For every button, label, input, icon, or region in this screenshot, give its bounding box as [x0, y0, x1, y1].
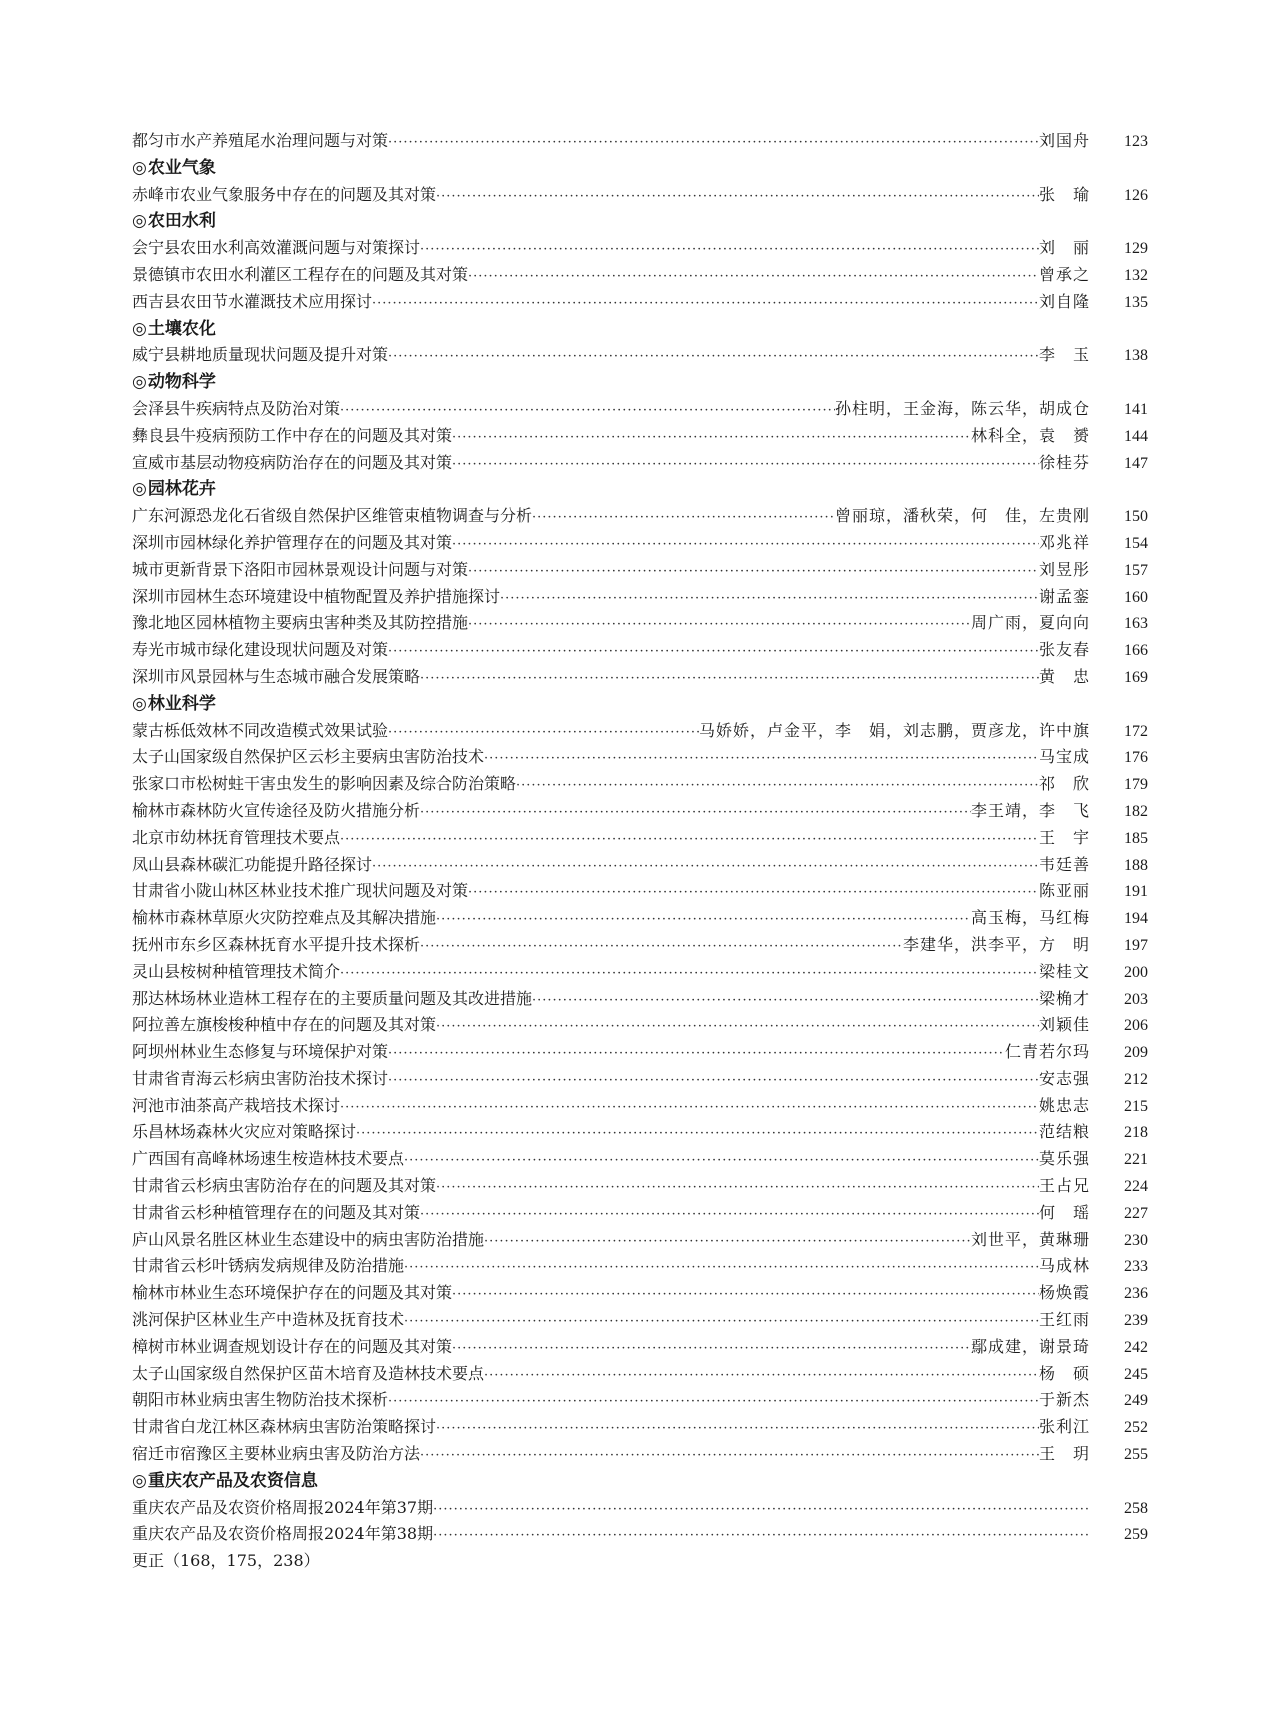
article-authors: 高玉梅，马红梅 [970, 908, 1090, 928]
article-title: 深圳市园林生态环境建设中植物配置及养护措施探讨 [132, 586, 501, 606]
dot-leader [436, 907, 971, 934]
article-title: 河池市油茶高产栽培技术探讨 [132, 1095, 341, 1115]
article-title: 重庆农产品及农资价格周报2024年第37期 [132, 1497, 434, 1517]
dot-leader [340, 961, 1039, 988]
dot-leader [420, 1202, 1039, 1229]
dot-leader [484, 1229, 971, 1256]
toc-entry[interactable] [132, 503, 1148, 530]
page-number: 212 [1124, 1070, 1148, 1088]
page-number: 224 [1124, 1178, 1148, 1196]
toc-entry[interactable] [132, 932, 1148, 959]
article-authors: 梁桷才 [1038, 988, 1090, 1008]
article-title: 乐昌林场森林火灾应对策略探讨 [132, 1122, 357, 1142]
section-header [132, 155, 1148, 182]
section-mark-icon: ◎ [132, 479, 147, 500]
article-authors: 王 玥 [1038, 1444, 1090, 1464]
page-number: 197 [1124, 936, 1148, 954]
dot-leader [433, 1523, 1090, 1550]
dot-leader [356, 1121, 1039, 1148]
page-number: 141 [1124, 400, 1148, 418]
article-authors: 谢孟銮 [1038, 586, 1090, 606]
article-title: 寿光市城市绿化建设现状问题及对策 [132, 640, 389, 660]
page-number: 221 [1124, 1151, 1148, 1169]
article-authors: 刘世平，黄琳珊 [970, 1229, 1090, 1249]
section-mark-icon: ◎ [132, 693, 147, 714]
dot-leader [388, 344, 1039, 371]
page-number: 239 [1124, 1312, 1148, 1330]
dot-leader [468, 612, 971, 639]
article-title: 深圳市风景园林与生态城市融合发展策略 [132, 666, 421, 686]
page-number: 166 [1124, 642, 1148, 660]
page-number: 150 [1124, 508, 1148, 526]
toc-entry[interactable] [132, 771, 1148, 798]
section-title: 农田水利 [147, 211, 216, 232]
section-title: 土壤农化 [147, 318, 216, 339]
section-title: 园林花卉 [147, 479, 216, 500]
article-authors: 仁青若尔玛 [1004, 1042, 1090, 1062]
page-number: 249 [1124, 1392, 1148, 1410]
toc-entry[interactable] [132, 1361, 1148, 1388]
toc-entry[interactable] [132, 637, 1148, 664]
dot-leader [452, 425, 971, 452]
article-title: 凤山县森林碳汇功能提升路径探讨 [132, 854, 373, 874]
section-mark-icon: ◎ [132, 318, 147, 339]
toc-entry[interactable] [132, 1334, 1148, 1361]
toc-entry[interactable] [132, 852, 1148, 879]
dot-leader [433, 1497, 1090, 1524]
article-title: 榆林市林业生态环境保护存在的问题及其对策 [132, 1283, 453, 1303]
article-title: 豫北地区园林植物主要病虫害种类及其防控措施 [132, 613, 469, 633]
toc-entry[interactable] [132, 1521, 1148, 1548]
article-authors: 曾丽琼，潘秋荣，何 佳，左贵刚 [834, 506, 1090, 526]
toc-entry[interactable] [132, 1253, 1148, 1280]
dot-leader [452, 1336, 971, 1363]
dot-leader [484, 746, 1039, 773]
article-authors: 于新杰 [1038, 1390, 1090, 1410]
page-number: 206 [1124, 1017, 1148, 1035]
article-authors: 李王靖，李 飞 [970, 800, 1090, 820]
article-authors: 周广雨，夏向向 [970, 613, 1090, 633]
toc-entry[interactable] [132, 1200, 1148, 1227]
page-number: 255 [1124, 1446, 1148, 1464]
section-header [132, 1468, 1148, 1495]
section-title: 林业科学 [147, 693, 216, 714]
dot-leader [516, 773, 1039, 800]
toc-entry[interactable] [132, 182, 1148, 209]
toc-entry[interactable] [132, 557, 1148, 584]
dot-leader [388, 720, 699, 747]
page-number: 126 [1124, 186, 1148, 204]
page-number: 154 [1124, 534, 1148, 552]
page-number: 138 [1124, 347, 1148, 365]
article-authors: 张 瑜 [1038, 184, 1090, 204]
article-authors: 陈亚丽 [1038, 881, 1090, 901]
article-authors: 李 玉 [1038, 345, 1090, 365]
dot-leader [484, 1363, 1039, 1390]
dot-leader [372, 854, 1039, 881]
dot-leader [532, 505, 835, 532]
section-title: 动物科学 [147, 372, 216, 393]
page-number: 233 [1124, 1258, 1148, 1276]
page-number: 182 [1124, 802, 1148, 820]
dot-leader [404, 1148, 1039, 1175]
article-title: 甘肃省白龙江林区森林病虫害防治策略探讨 [132, 1417, 437, 1437]
article-title: 赤峰市农业气象服务中存在的问题及其对策 [132, 184, 437, 204]
page-number: 169 [1124, 668, 1148, 686]
dot-leader [420, 800, 971, 827]
article-authors: 邓兆祥 [1038, 532, 1090, 552]
toc-entry[interactable] [132, 450, 1148, 477]
dot-leader [420, 934, 903, 961]
toc-entry[interactable] [132, 1039, 1148, 1066]
toc-entry[interactable] [132, 1066, 1148, 1093]
dot-leader [388, 639, 1039, 666]
toc-entry[interactable] [132, 1173, 1148, 1200]
dot-leader [340, 1095, 1039, 1122]
toc-entry[interactable] [132, 1387, 1148, 1414]
article-authors: 杨 硕 [1038, 1363, 1090, 1383]
page-number: 215 [1124, 1097, 1148, 1115]
page-number: 245 [1124, 1365, 1148, 1383]
dot-leader [340, 827, 1039, 854]
page-number: 191 [1124, 883, 1148, 901]
article-authors: 孙柱明，王金海，陈云华，胡成仓 [834, 398, 1090, 418]
toc-entry[interactable] [132, 584, 1148, 611]
dot-leader [436, 1175, 1039, 1202]
page-number: 200 [1124, 963, 1148, 981]
toc-entry[interactable] [132, 342, 1148, 369]
article-title: 洮河保护区林业生产中造林及抚育技术 [132, 1310, 405, 1330]
dot-leader [420, 666, 1039, 693]
article-title: 城市更新背景下洛阳市园林景观设计问题与对策 [132, 559, 469, 579]
page-number: 123 [1124, 133, 1148, 150]
dot-leader [372, 291, 1039, 318]
correction-note: 更正（168，175，238） [132, 1551, 320, 1571]
page-number: 172 [1124, 722, 1148, 740]
article-title: 广西国有高峰林场速生桉造林技术要点 [132, 1149, 405, 1169]
dot-leader [388, 130, 1039, 157]
dot-leader [452, 532, 1039, 559]
page-number: 132 [1124, 266, 1148, 284]
toc-entry[interactable] [132, 1119, 1148, 1146]
article-title: 威宁县耕地质量现状问题及提升对策 [132, 345, 389, 365]
article-authors: 祁 欣 [1038, 774, 1090, 794]
toc-entry[interactable] [132, 959, 1148, 986]
article-title: 朝阳市林业病虫害生物防治技术探析 [132, 1390, 389, 1410]
dot-leader [388, 1068, 1039, 1095]
article-title: 甘肃省云杉种植管理存在的问题及其对策 [132, 1202, 421, 1222]
dot-leader [468, 880, 1039, 907]
table-of-contents [132, 128, 1148, 1575]
article-title: 甘肃省小陇山林区林业技术推广现状问题及对策 [132, 881, 469, 901]
toc-entry[interactable] [132, 718, 1148, 745]
article-title: 甘肃省云杉叶锈病发病规律及防治措施 [132, 1256, 405, 1276]
dot-leader [468, 559, 1039, 586]
article-authors: 王 宇 [1038, 827, 1090, 847]
dot-leader [436, 1014, 1039, 1041]
article-authors: 王占兄 [1038, 1176, 1090, 1196]
article-title: 广东河源恐龙化石省级自然保护区维管束植物调查与分析 [132, 506, 533, 526]
article-authors: 刘颖佳 [1038, 1015, 1090, 1035]
section-mark-icon: ◎ [132, 157, 147, 178]
page-number: 160 [1124, 588, 1148, 606]
toc-entry[interactable] [132, 396, 1148, 423]
page-number: 242 [1124, 1338, 1148, 1356]
article-authors: 张利江 [1038, 1417, 1090, 1437]
dot-leader [388, 1041, 1005, 1068]
toc-entry[interactable] [132, 744, 1148, 771]
article-authors: 韦廷善 [1038, 854, 1090, 874]
page-number: 252 [1124, 1419, 1148, 1437]
article-authors: 徐桂芬 [1038, 452, 1090, 472]
toc-entry[interactable] [132, 1414, 1148, 1441]
article-title: 宣威市基层动物疫病防治存在的问题及其对策 [132, 452, 453, 472]
article-title: 那达林场林业造林工程存在的主要质量问题及其改进措施 [132, 988, 533, 1008]
toc-entry[interactable] [132, 1441, 1148, 1468]
page-number: 258 [1124, 1499, 1148, 1517]
page-number: 209 [1124, 1044, 1148, 1062]
article-title: 榆林市森林防火宣传途径及防火措施分析 [132, 800, 421, 820]
article-title: 北京市幼林抚育管理技术要点 [132, 827, 341, 847]
article-authors: 梁桂文 [1038, 961, 1090, 981]
article-title: 彝良县牛疫病预防工作中存在的问题及其对策 [132, 425, 453, 445]
section-mark-icon: ◎ [132, 211, 147, 232]
article-authors: 黄 忠 [1038, 666, 1090, 686]
article-title: 甘肃省青海云杉病虫害防治技术探讨 [132, 1068, 389, 1088]
toc-entry[interactable] [132, 262, 1148, 289]
page-number: 163 [1124, 615, 1148, 633]
page-number: 147 [1124, 454, 1148, 472]
dot-leader [404, 1309, 1039, 1336]
dot-leader [340, 398, 835, 425]
section-mark-icon: ◎ [132, 372, 147, 393]
article-authors: 李建华，洪李平，方 明 [902, 934, 1090, 954]
page-number: 227 [1124, 1204, 1148, 1222]
article-authors: 姚忠志 [1038, 1095, 1090, 1115]
article-authors: 范结粮 [1038, 1122, 1090, 1142]
toc-entry[interactable] [132, 1146, 1148, 1173]
article-title: 会泽县牛疾病特点及防治对策 [132, 398, 341, 418]
toc-entry[interactable] [132, 664, 1148, 691]
page-number: 157 [1124, 561, 1148, 579]
toc-entry[interactable] [132, 878, 1148, 905]
toc-entry[interactable] [132, 235, 1148, 262]
article-title: 阿坝州林业生态修复与环境保护对策 [132, 1042, 389, 1062]
article-authors: 刘自隆 [1038, 291, 1090, 311]
article-authors: 马成林 [1038, 1256, 1090, 1276]
dot-leader [500, 586, 1039, 613]
toc-entry[interactable] [132, 610, 1148, 637]
article-authors: 杨焕霞 [1038, 1283, 1090, 1303]
section-mark-icon: ◎ [132, 1470, 147, 1491]
dot-leader [468, 264, 1039, 291]
page-number: 194 [1124, 910, 1148, 928]
toc-entry[interactable] [132, 289, 1148, 316]
page-number: 129 [1124, 240, 1148, 258]
dot-leader [420, 1443, 1039, 1470]
toc-entry[interactable] [132, 1307, 1148, 1334]
article-title: 灵山县桉树种植管理技术简介 [132, 961, 341, 981]
page-number: 203 [1124, 990, 1148, 1008]
article-title: 会宁县农田水利高效灌溉问题与对策探讨 [132, 238, 421, 258]
article-title: 蒙古栎低效林不同改造模式效果试验 [132, 720, 389, 740]
toc-entry[interactable] [132, 986, 1148, 1013]
toc-entry[interactable] [132, 798, 1148, 825]
article-title: 太子山国家级自然保护区云杉主要病虫害防治技术 [132, 747, 485, 767]
article-authors: 张友春 [1038, 640, 1090, 660]
page-number: 179 [1124, 776, 1148, 794]
article-authors: 王红雨 [1038, 1310, 1090, 1330]
section-header [132, 369, 1148, 396]
article-authors: 林科全，袁 赟 [970, 425, 1090, 445]
article-title: 抚州市东乡区森林抚育水平提升技术探析 [132, 934, 421, 954]
article-authors: 曾承之 [1038, 264, 1090, 284]
article-title: 西吉县农田节水灌溉技术应用探讨 [132, 291, 373, 311]
toc-entry[interactable] [132, 1495, 1148, 1522]
article-authors: 莫乐强 [1038, 1149, 1090, 1169]
toc-entry[interactable] [132, 825, 1148, 852]
page-number: 236 [1124, 1285, 1148, 1303]
article-authors: 鄢成建，谢景琦 [970, 1336, 1090, 1356]
article-title: 太子山国家级自然保护区苗木培育及造林技术要点 [132, 1363, 485, 1383]
toc-entry[interactable] [132, 1280, 1148, 1307]
article-title: 樟树市林业调查规划设计存在的问题及其对策 [132, 1336, 453, 1356]
article-title: 重庆农产品及农资价格周报2024年第38期 [132, 1524, 434, 1544]
page-number: 135 [1124, 293, 1148, 311]
article-title: 都匀市水产养殖尾水治理问题与对策 [132, 131, 389, 150]
page-number: 185 [1124, 829, 1148, 847]
article-title: 庐山风景名胜区林业生态建设中的病虫害防治措施 [132, 1229, 485, 1249]
section-header [132, 691, 1148, 718]
article-authors: 马娇娇，卢金平，李 娟，刘志鹏，贾彦龙，许中旗 [698, 720, 1090, 740]
toc-entry[interactable] [132, 1093, 1148, 1120]
article-title: 甘肃省云杉病虫害防治存在的问题及其对策 [132, 1176, 437, 1196]
toc-entry[interactable] [132, 1227, 1148, 1254]
dot-leader [404, 1255, 1039, 1282]
dot-leader [452, 1282, 1039, 1309]
article-title: 深圳市园林绿化养护管理存在的问题及其对策 [132, 532, 453, 552]
toc-entry[interactable] [132, 1012, 1148, 1039]
page-number: 188 [1124, 856, 1148, 874]
article-authors: 刘昱彤 [1038, 559, 1090, 579]
article-authors: 刘 丽 [1038, 238, 1090, 258]
toc-entry[interactable] [132, 905, 1148, 932]
page-number: 230 [1124, 1231, 1148, 1249]
dot-leader [452, 452, 1039, 479]
dot-leader [420, 237, 1039, 264]
article-authors: 安志强 [1038, 1068, 1090, 1088]
dot-leader [436, 184, 1039, 211]
toc-entry[interactable] [132, 128, 1148, 155]
section-header [132, 476, 1148, 503]
section-header [132, 316, 1148, 343]
toc-entry[interactable] [132, 530, 1148, 557]
toc-entry[interactable] [132, 423, 1148, 450]
article-authors: 马宝成 [1038, 747, 1090, 767]
article-title: 宿迁市宿豫区主要林业病虫害及防治方法 [132, 1444, 421, 1464]
page-number: 259 [1124, 1526, 1148, 1544]
dot-leader [388, 1389, 1039, 1416]
dot-leader [532, 988, 1039, 1015]
article-title: 景德镇市农田水利灌区工程存在的问题及其对策 [132, 264, 469, 284]
page-number: 144 [1124, 427, 1148, 445]
article-title: 阿拉善左旗梭梭种植中存在的问题及其对策 [132, 1015, 437, 1035]
section-header [132, 208, 1148, 235]
dot-leader [436, 1416, 1039, 1443]
section-title: 重庆农产品及农资信息 [147, 1470, 318, 1491]
section-title: 农业气象 [147, 157, 216, 178]
page-number: 176 [1124, 749, 1148, 767]
article-title: 张家口市松树蛀干害虫发生的影响因素及综合防治策略 [132, 774, 517, 794]
page-number: 218 [1124, 1124, 1148, 1142]
article-title: 榆林市森林草原火灾防控难点及其解决措施 [132, 908, 437, 928]
article-authors: 何 瑶 [1038, 1202, 1090, 1222]
article-authors: 刘国舟 [1038, 131, 1090, 150]
